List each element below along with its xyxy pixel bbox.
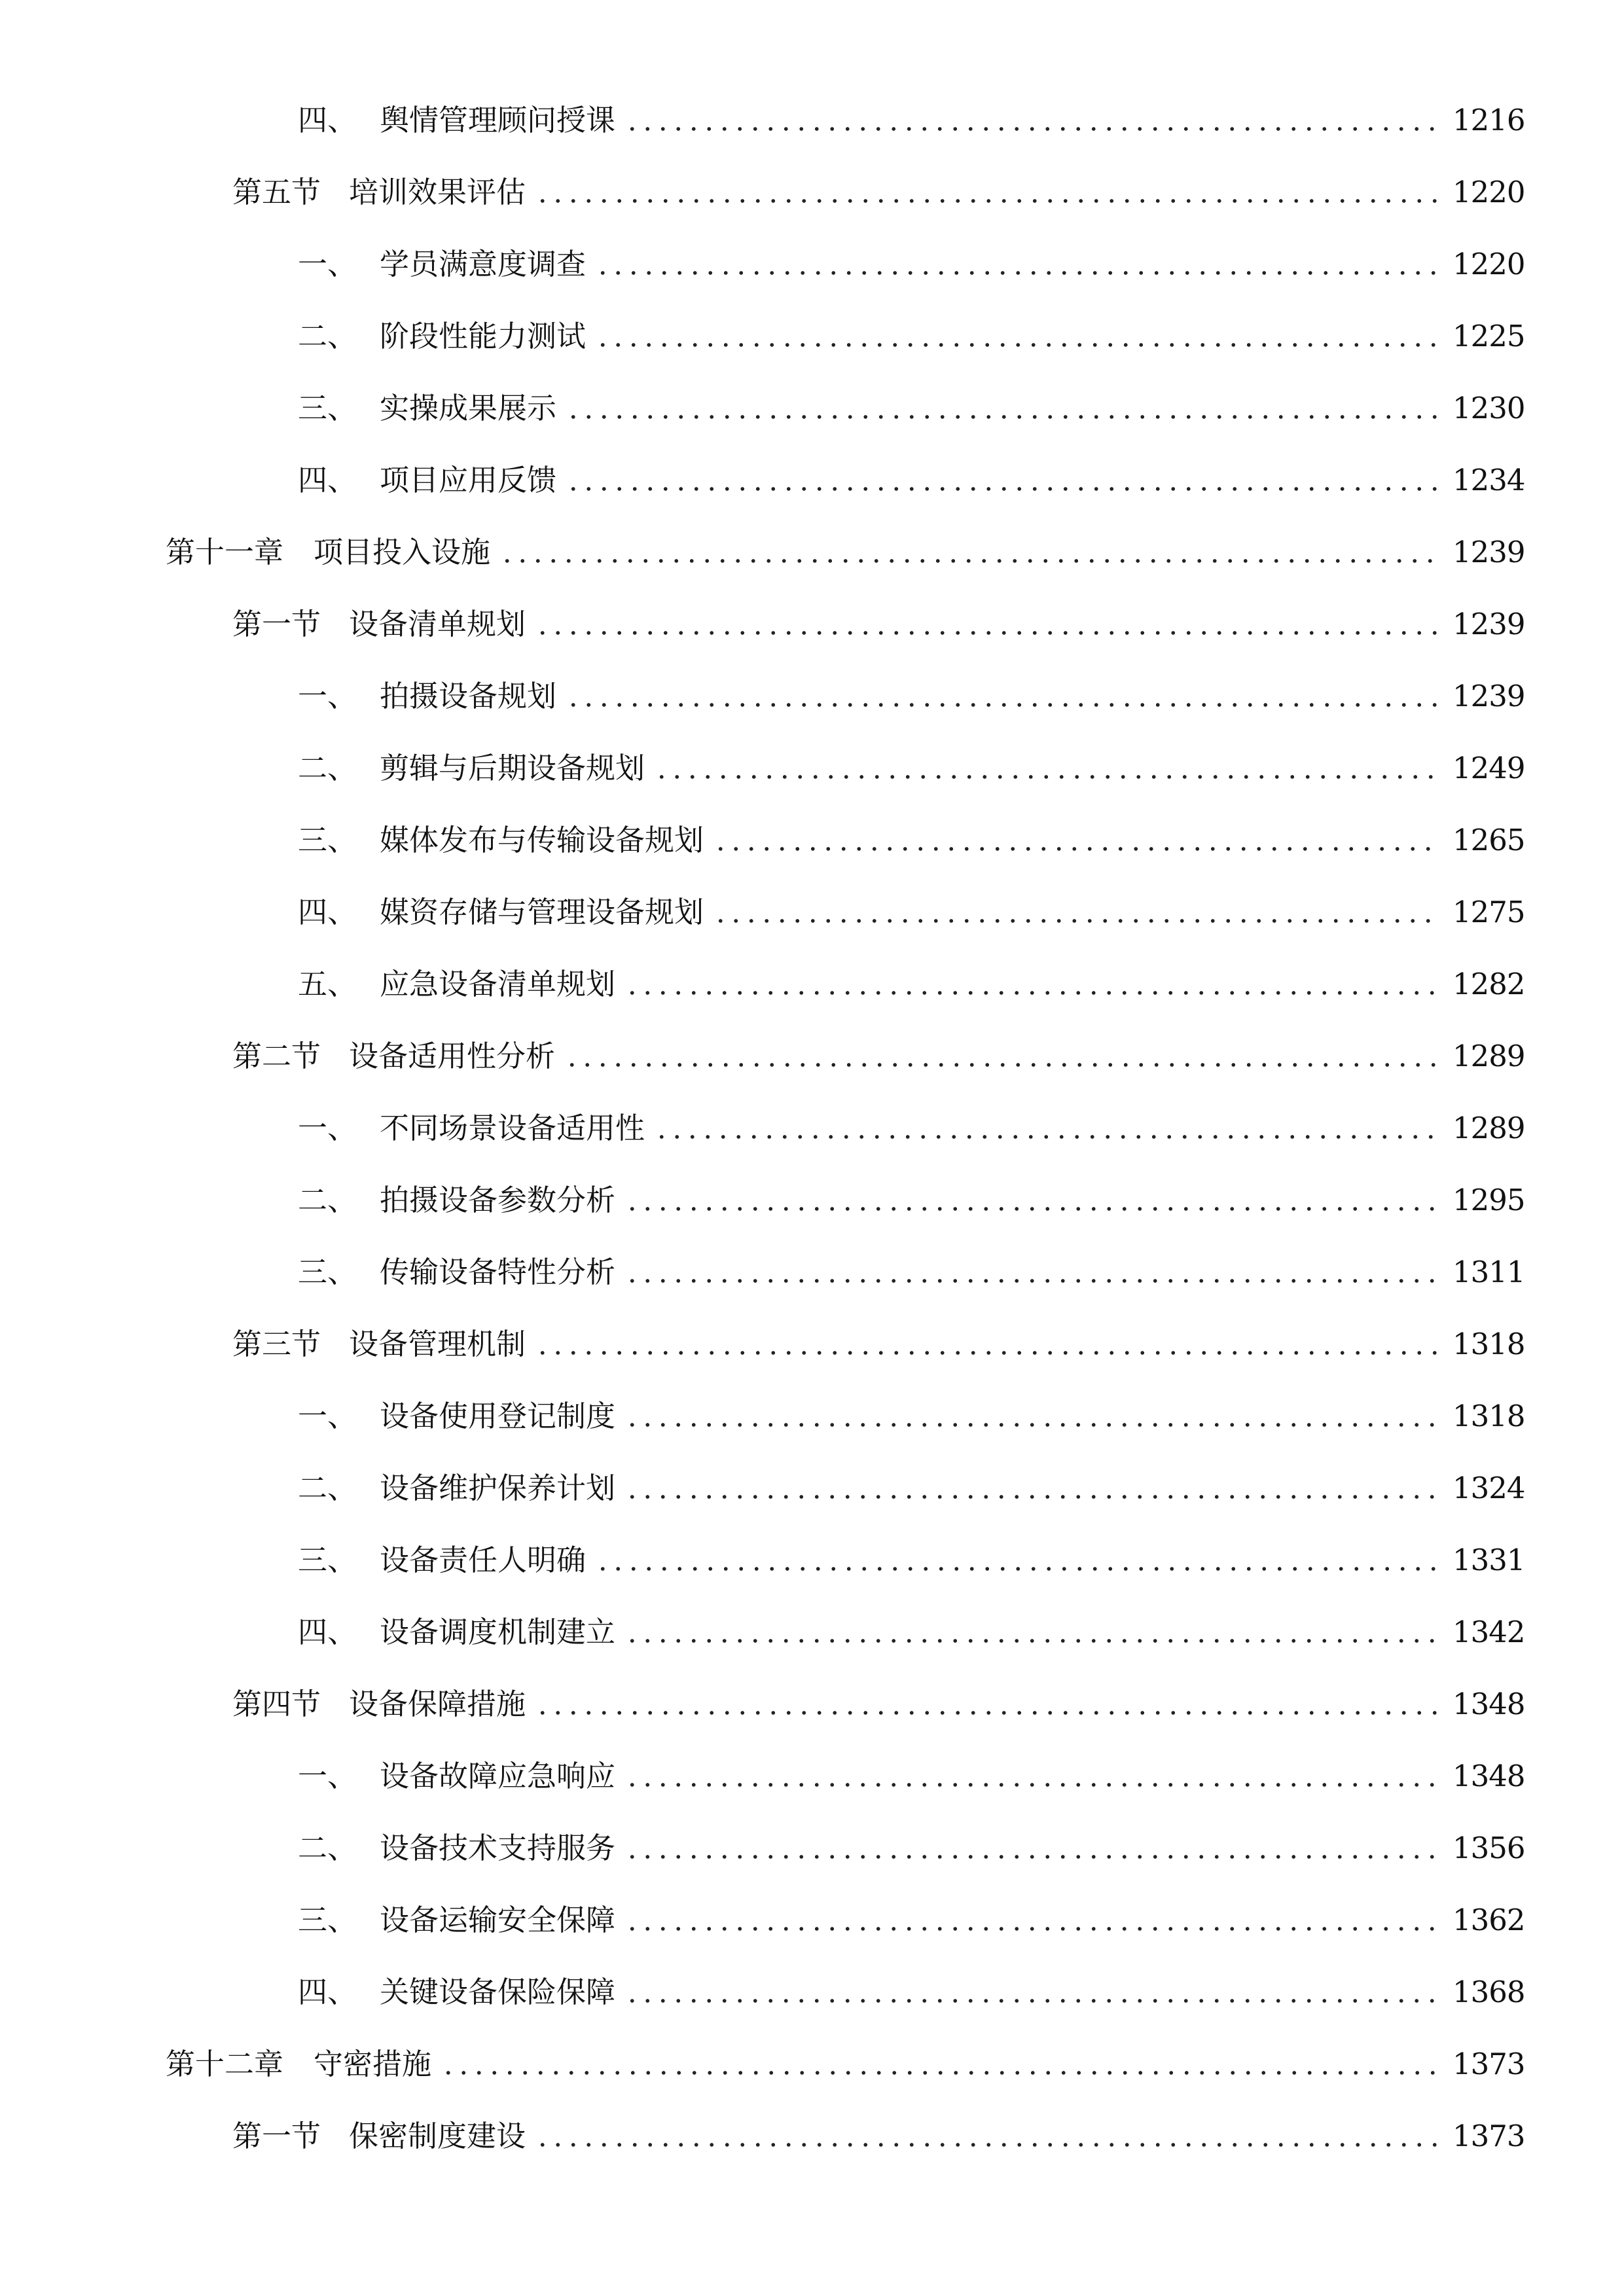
entry-page-number: 1275: [1453, 895, 1525, 929]
dot-leader: [624, 1423, 1441, 1427]
entry-page-number: 1289: [1453, 1039, 1525, 1073]
dot-leader: [566, 415, 1441, 419]
entry-number: 三、: [298, 1543, 357, 1577]
dot-leader: [595, 1567, 1441, 1571]
entry-number: 第一节: [232, 607, 321, 641]
entry-page-number: 1324: [1453, 1471, 1525, 1505]
entry-page-number: 1239: [1453, 535, 1525, 569]
dot-leader: [624, 1927, 1441, 1931]
entry-number: 第三节: [232, 1327, 321, 1361]
toc-entry[interactable]: [0, 1678, 1624, 1731]
toc-entry[interactable]: [0, 310, 1624, 363]
entry-title: 设备管理机制: [349, 1327, 526, 1361]
entry-page-number: 1311: [1453, 1255, 1525, 1289]
entry-title: 设备适用性分析: [349, 1039, 556, 1073]
entry-page-number: 1282: [1453, 967, 1525, 1001]
toc-entry[interactable]: [0, 1102, 1624, 1155]
entry-number: 四、: [298, 463, 357, 497]
entry-title: 学员满意度调查: [380, 247, 586, 281]
dot-leader: [535, 2143, 1441, 2147]
entry-number: 三、: [298, 1903, 357, 1937]
dot-leader: [595, 271, 1441, 275]
toc-entry[interactable]: [0, 1174, 1624, 1227]
entry-number: 一、: [298, 1111, 357, 1145]
dot-leader: [624, 1495, 1441, 1499]
entry-title: 媒资存储与管理设备规划: [380, 895, 704, 929]
toc-entry[interactable]: [0, 814, 1624, 867]
entry-title: 设备运输安全保障: [380, 1903, 616, 1937]
toc-entry[interactable]: [0, 94, 1624, 147]
entry-page-number: 1342: [1453, 1615, 1525, 1649]
entry-title: 关键设备保险保障: [380, 1975, 616, 2009]
entry-page-number: 1265: [1453, 823, 1525, 857]
entry-page-number: 1318: [1453, 1327, 1525, 1361]
entry-page-number: 1249: [1453, 751, 1525, 785]
entry-page-number: 1318: [1453, 1399, 1525, 1433]
dot-leader: [624, 127, 1441, 131]
entry-page-number: 1220: [1453, 247, 1525, 281]
entry-number: 二、: [298, 1471, 357, 1505]
entry-number: 三、: [298, 391, 357, 425]
entry-number: 第四节: [232, 1687, 321, 1721]
entry-number: 四、: [298, 895, 357, 929]
toc-entry[interactable]: [0, 1030, 1624, 1083]
toc-entry[interactable]: [0, 742, 1624, 795]
toc-entry[interactable]: [0, 670, 1624, 723]
dot-leader: [535, 631, 1441, 635]
entry-title: 设备使用登记制度: [380, 1399, 616, 1433]
toc-entry[interactable]: [0, 1750, 1624, 1803]
entry-page-number: 1234: [1453, 463, 1525, 497]
toc-entry[interactable]: [0, 166, 1624, 219]
entry-title: 媒体发布与传输设备规划: [380, 823, 704, 857]
entry-title: 阶段性能力测试: [380, 319, 586, 353]
dot-leader: [595, 343, 1441, 347]
entry-title: 剪辑与后期设备规划: [380, 751, 645, 785]
dot-leader: [624, 1855, 1441, 1859]
dot-leader: [624, 991, 1441, 995]
toc-entry[interactable]: [0, 2110, 1624, 2162]
toc-entry[interactable]: [0, 1894, 1624, 1946]
entry-number: 三、: [298, 1255, 357, 1289]
dot-leader: [624, 1999, 1441, 2003]
entry-number: 第十二章: [166, 2047, 284, 2081]
entry-page-number: 1373: [1453, 2119, 1525, 2153]
entry-page-number: 1348: [1453, 1759, 1525, 1793]
entry-title: 拍摄设备规划: [380, 679, 557, 713]
dot-leader: [624, 1207, 1441, 1211]
toc-entry[interactable]: [0, 1966, 1624, 2018]
entry-page-number: 1368: [1453, 1975, 1525, 2009]
entry-title: 应急设备清单规划: [380, 967, 616, 1001]
dot-leader: [624, 1279, 1441, 1283]
dot-leader: [713, 919, 1441, 923]
dot-leader: [564, 1063, 1441, 1067]
entry-page-number: 1239: [1453, 607, 1525, 641]
entry-page-number: 1289: [1453, 1111, 1525, 1145]
entry-number: 一、: [298, 1759, 357, 1793]
entry-title: 培训效果评估: [349, 175, 526, 209]
toc-entry[interactable]: [0, 1246, 1624, 1299]
toc-entry[interactable]: [0, 454, 1624, 507]
toc-entry[interactable]: [0, 1534, 1624, 1587]
entry-page-number: 1230: [1453, 391, 1525, 425]
entry-page-number: 1373: [1453, 2047, 1525, 2081]
toc-entry[interactable]: [0, 1606, 1624, 1659]
dot-leader: [441, 2071, 1441, 2075]
entry-page-number: 1295: [1453, 1183, 1525, 1217]
entry-title: 设备故障应急响应: [380, 1759, 616, 1793]
dot-leader: [535, 199, 1441, 203]
entry-number: 四、: [298, 1975, 357, 2009]
toc-entry[interactable]: [0, 526, 1624, 579]
entry-page-number: 1356: [1453, 1831, 1525, 1865]
entry-title: 传输设备特性分析: [380, 1255, 616, 1289]
toc-entry[interactable]: [0, 886, 1624, 939]
entry-page-number: 1225: [1453, 319, 1525, 353]
dot-leader: [535, 1351, 1441, 1355]
toc-entry[interactable]: [0, 1390, 1624, 1443]
entry-number: 二、: [298, 1831, 357, 1865]
entry-title: 设备调度机制建立: [380, 1615, 616, 1649]
dot-leader: [535, 1711, 1441, 1715]
entry-page-number: 1220: [1453, 175, 1525, 209]
entry-number: 四、: [298, 103, 357, 137]
entry-title: 不同场景设备适用性: [380, 1111, 645, 1145]
dot-leader: [624, 1639, 1441, 1643]
toc-entry[interactable]: [0, 238, 1624, 291]
entry-number: 一、: [298, 1399, 357, 1433]
entry-number: 五、: [298, 967, 357, 1001]
entry-title: 项目应用反馈: [380, 463, 557, 497]
entry-number: 一、: [298, 247, 357, 281]
entry-title: 设备技术支持服务: [380, 1831, 616, 1865]
entry-title: 设备责任人明确: [380, 1543, 586, 1577]
dot-leader: [566, 703, 1441, 707]
dot-leader: [624, 1783, 1441, 1787]
toc-entry[interactable]: [0, 1462, 1624, 1515]
entry-number: 四、: [298, 1615, 357, 1649]
toc-entry[interactable]: [0, 2038, 1624, 2090]
entry-title: 舆情管理顾问授课: [380, 103, 616, 137]
toc-entry[interactable]: [0, 958, 1624, 1011]
toc-entry[interactable]: [0, 1318, 1624, 1371]
entry-number: 二、: [298, 319, 357, 353]
entry-number: 第五节: [232, 175, 321, 209]
entry-title: 拍摄设备参数分析: [380, 1183, 616, 1217]
toc-entry[interactable]: [0, 382, 1624, 435]
entry-number: 三、: [298, 823, 357, 857]
entry-number: 第二节: [232, 1039, 321, 1073]
dot-leader: [654, 1135, 1441, 1139]
entry-title: 设备保障措施: [349, 1687, 526, 1721]
entry-title: 设备维护保养计划: [380, 1471, 616, 1505]
dot-leader: [713, 847, 1441, 851]
toc-entry[interactable]: [0, 1822, 1624, 1874]
entry-number: 一、: [298, 679, 357, 713]
entry-title: 保密制度建设: [349, 2119, 526, 2153]
entry-number: 第十一章: [166, 535, 284, 569]
dot-leader: [654, 775, 1441, 779]
entry-number: 第一节: [232, 2119, 321, 2153]
entry-page-number: 1348: [1453, 1687, 1525, 1721]
entry-title: 项目投入设施: [314, 535, 491, 569]
entry-number: 二、: [298, 751, 357, 785]
entry-page-number: 1239: [1453, 679, 1525, 713]
entry-title: 设备清单规划: [349, 607, 526, 641]
entry-number: 二、: [298, 1183, 357, 1217]
entry-title: 实操成果展示: [380, 391, 557, 425]
entry-page-number: 1216: [1453, 103, 1525, 137]
entry-title: 守密措施: [314, 2047, 432, 2081]
entry-page-number: 1331: [1453, 1543, 1525, 1577]
entry-page-number: 1362: [1453, 1903, 1525, 1937]
toc-entry[interactable]: [0, 598, 1624, 651]
dot-leader: [499, 559, 1441, 563]
dot-leader: [566, 487, 1441, 491]
